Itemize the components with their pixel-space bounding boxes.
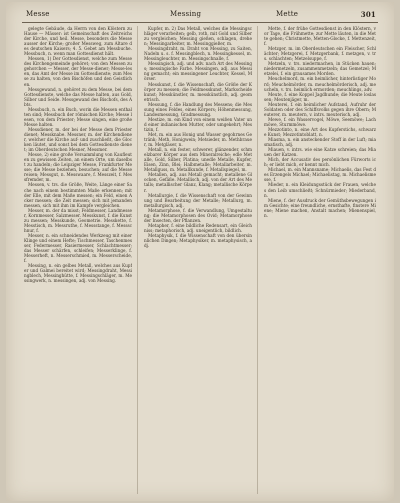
dictionary-entry: Mette, f. der frühe Gottesdienst in den Klöstern, vor Tage, die Frühmette; zur Mette läuten, in die Mette gehen; Christmette, Metten-Glocke, f. Mettenzeit, f. [264,26,376,47]
dictionary-entry: Kupfer, m. 2) Das Metall, welches die Messingschläger verarbeiten; gelb, roth, mit Gold und Silber zu vergleichen; Messing gießen, schlagen, drehen; Messingarbeiter, m. Messinggießer, m. [144,26,252,47]
dictionary-entry: Messung, f. die Handlung des Messens; die Messung eines Feldes, eines Körpers; Höhenmessung, Landesmessung, Gradmessung. [144,101,252,117]
column-divider [137,26,138,494]
dictionary-entry: Metzeln, v. trs. niedermachen, in Stücken hauen; niedermetzeln, zusammenmetzeln; das Gemetzel; Metzelei, f. ein grausames Morden. [264,61,376,77]
dictionary-entry: Mestize, m. ein Kind von einem weißen Vater und einer indianischen Mutter, oder umgekehrt; Mestizin, f. [144,116,252,132]
dictionary-entry: Messgewand, n. gehöret zu dem Messe, bei dem Gottesdienste, welche das Messe halten, aus Gold, Silber und Seide. Messgewand des Bischofs, des Abts. [24,86,132,107]
right-catchword: Mette [276,10,299,18]
text-column-2 [144,26,252,496]
dictionary-entry: Messing, n. ein gelbes Metall, welches aus Kupfer und Galmei bereitet wird; Messingdraht, Messingblech, Messinghütte, f. Messingschläger, m. Messingwerk, n. messingen, adj. von Messing. [24,263,132,284]
running-header [20,8,380,22]
dictionary-entry: Messer, m. der da misst; Feldmesser, Landmesser, Kornmesser, Salzmesser. Messkunst, f. die Kunst zu messen; Messkunde, Geometrie. Messkette, f. Messtisch, m. Messruthe, f. Messstange, f. Messschnur, f. [24,207,132,233]
dictionary-entry: Mieder, n. ein Kleidungsstück der Frauen, welches den Leib umschließt; Schnürmieder; Miederband, n. [264,182,376,198]
text-column-1 [24,26,132,496]
dictionary-entry: Michael, m. ein Mannsname; Michaelis, das Fest des Erzengels Michael; Michaelistag, m. Michaelismesse, f. [264,167,376,183]
dictionary-entry: Metzger, m. im Oberdeutschen ein Fleischer, Schlächter; Metzgerei, f. Metzgerbank, f. metzgen, v. trs. schlachten; Metzelsuppe, f. [264,46,376,62]
text-column-3 [264,26,376,496]
dictionary-entry: Metall, n. ein fester, schwerer, glänzender, schmelzbarer Körper aus dem Mineralreiche; edle Metalle, Gold, Silber, Platina; unedle Metalle, Kupfer, Eisen, Zinn, Blei; Halbmetalle; Metallarbeiter, m. Metallguss, m. Metallkunde, f. Metallspiegel, m. [144,147,252,173]
dictionary-entry: Messbuch, n. ein Buch, worin die Messen enthalten sind; Messbuch der römischen Kirche; Messe lesen, von dem Priester; Messe singen, eine große Messe halten. [24,106,132,127]
dictionary-entry: Miasma, n. ein ansteckender Stoff in der Luft; miasmatisch, adj. [264,137,376,148]
page-number: 301 [360,10,376,19]
center-catchword: Messing [170,10,202,18]
dictionary-entry: Met, m. ein aus Honig und Wasser gegohrnes Getränk; Meth, Honigwein; Metsieder, m. Methbrauer, m. Metgläser, n. [144,131,252,148]
dictionary-entry: Messe, 2) eine große Versammlung von Kaufleuten zu gewissen Zeiten, an einem Orte, um daselbst zu handeln; die Leipziger Messe, Frankfurter Messe; die Messe beziehen, besuchen; auf die Messe reisen; Messgut, n. Messwaare, f. Messzeit, f. Messfremder, m. [24,152,132,183]
left-catchword: Messe [26,10,50,18]
dictionary-entry: Meuchelmord, m. ein heimlicher, hinterlistiger Mord; Meuchelmörder, m. meuchelmörderisch, adj. meucheln, v. trs. heimlich ermorden; meuchlings, adv. [264,76,376,92]
dictionary-entry: Mewe, f. ein Wasservogel, Möwe, Seemöwe; Lachmöwe, Sturmmöwe. [264,116,376,127]
dictionary-entry: Messen, 1) Der Gottesdienst, welche zum Messe des Kirchengemeinde gehöret; von den Messen zu gehorchen — Messer, der Messe-diener; Messe-lesen, das Amt der Messe im Gottesdienste; zum Messe zu halten, von den Bischöfen und den Geistlichen. [24,56,132,87]
dictionary-entry: Miauen, v. intrs. wie eine Katze schreien; das Miauen der Katzen. [264,147,376,158]
dictionary-entry: Messingisch, adj. und adv. nach Art des Messings; messingische Farbe. Messingen, adj. aus Messing gemacht; ein messingener Leuchter, Kessel, Mörser. [144,61,252,82]
dictionary-entry: Miene, f. der Ausdruck der Gemüthsbewegungen im Gesichte; eine freundliche, ernsthafte, finstere Miene; Miene machen, Anstalt machen; Mienenspiel, n. [264,197,376,218]
dictionary-page [6,2,394,501]
dictionary-entry: Messen, v. trs. die Größe, Weite, Länge einer Sache nach einem bestimmten Maße erkennen; mit der Elle, mit dem Maße messen; ein Feld, einen Acker messen; die Zeit messen; sich mit jemanden messen, sich mit ihm im Kampfe vergleichen. [24,182,132,208]
dictionary-entry: Meute, f. eine Koppel Jagdhunde; die Meute loslassen; Meutenjäger, m. [264,91,376,102]
dictionary-entry: Meuterei, f. ein heimlicher Aufstand, Aufruhr der Soldaten oder des Schiffsvolks gegen ihre Obern; Meuterer, m. meutern, v. intrs. meuterisch, adj. [264,101,376,117]
dictionary-entry: Messingdraht, m. Draht von Messing, zu Saiten, Nadeln u. s. f. Messingblech, n. Messingkessel, m. Messingleuchter, m. Messingschnalle, f. [144,46,252,62]
dictionary-entry: Messdiener, m. der bei der Messe dem Priester dienet; Messknabe. Messner, m. der Kirchendiener, welcher die Kirche auf- und zuschließt, die Glocken läutet, und sonst bei dem Gottesdienste dienet; im Oberdeutschen Mesner, Messmer. [24,126,132,153]
dictionary-entry: Metallen, adj. aus Metall gemacht; metallene Glocken, Gefäße. Metallisch, adj. von der Art des Metalls; metallischer Glanz, Klang; metallische Körper. [144,172,252,193]
column-divider [257,26,258,494]
dictionary-entry: Mich, der Accusativ des persönlichen Fürworts ich; er liebt mich, er kennt mich. [264,157,376,168]
header-rule [22,22,378,23]
dictionary-entry: Metaphysik, f. die Wissenschaft von den übersinnlichen Dingen; Metaphysiker, m. metaphysisch, adj. [144,232,252,249]
dictionary-entry: Metallurgie, f. die Wissenschaft von der Gewinnung und Bearbeitung der Metalle; Metallurg, m. metallurgisch, adj. [144,192,252,208]
dictionary-entry: Metapher, f. eine bildliche Redensart, ein Gleichniss; metaphorisch, adj. uneigentlich, bildlich. [144,222,252,233]
dictionary-entry: Messkunst, f. die Wissenschaft, die Größe der Körper zu messen; die Feldmesskunst, Markscheidekunst; Messkünstler, m. messkünstlich, adj. geometrisch. [144,81,252,102]
dictionary-entry: Metamorphose, f. die Verwandlung, Umgestaltung; die Metamorphosen des Ovid; Metamorphose der Insecten, der Pflanzen. [144,207,252,223]
dictionary-entry: Mezzotinto, n. eine Art des Kupferstichs, schwarze Kunst; Mezzotintoblatt, n. [264,126,376,137]
dictionary-entry: gelegte Gebäude, da Herrn von den Klöstern zu Hause — Mässer: ist Gemeinschaft des Zeitreichs der Kirche, und heil. Messe, besonders die Messe ausser der Kirche; großer Messweg, zum Altare des deutschen Kaisers; 4. 5. Gebet am Messbuche. Messbuch, n. wenn man Gottesdienst hält. [24,26,132,57]
dictionary-entry: Messer, n. ein schneidendes Werkzeug mit einer Klinge und einem Hefte; Tischmesser, Taschenmesser, Federmesser, Rasiermesser, Schlachtmesser; das Messer schärfen, schleifen; Messerklinge, f. Messerheft, n. Messerschmied, m. Messerscheide, f. [24,232,132,264]
